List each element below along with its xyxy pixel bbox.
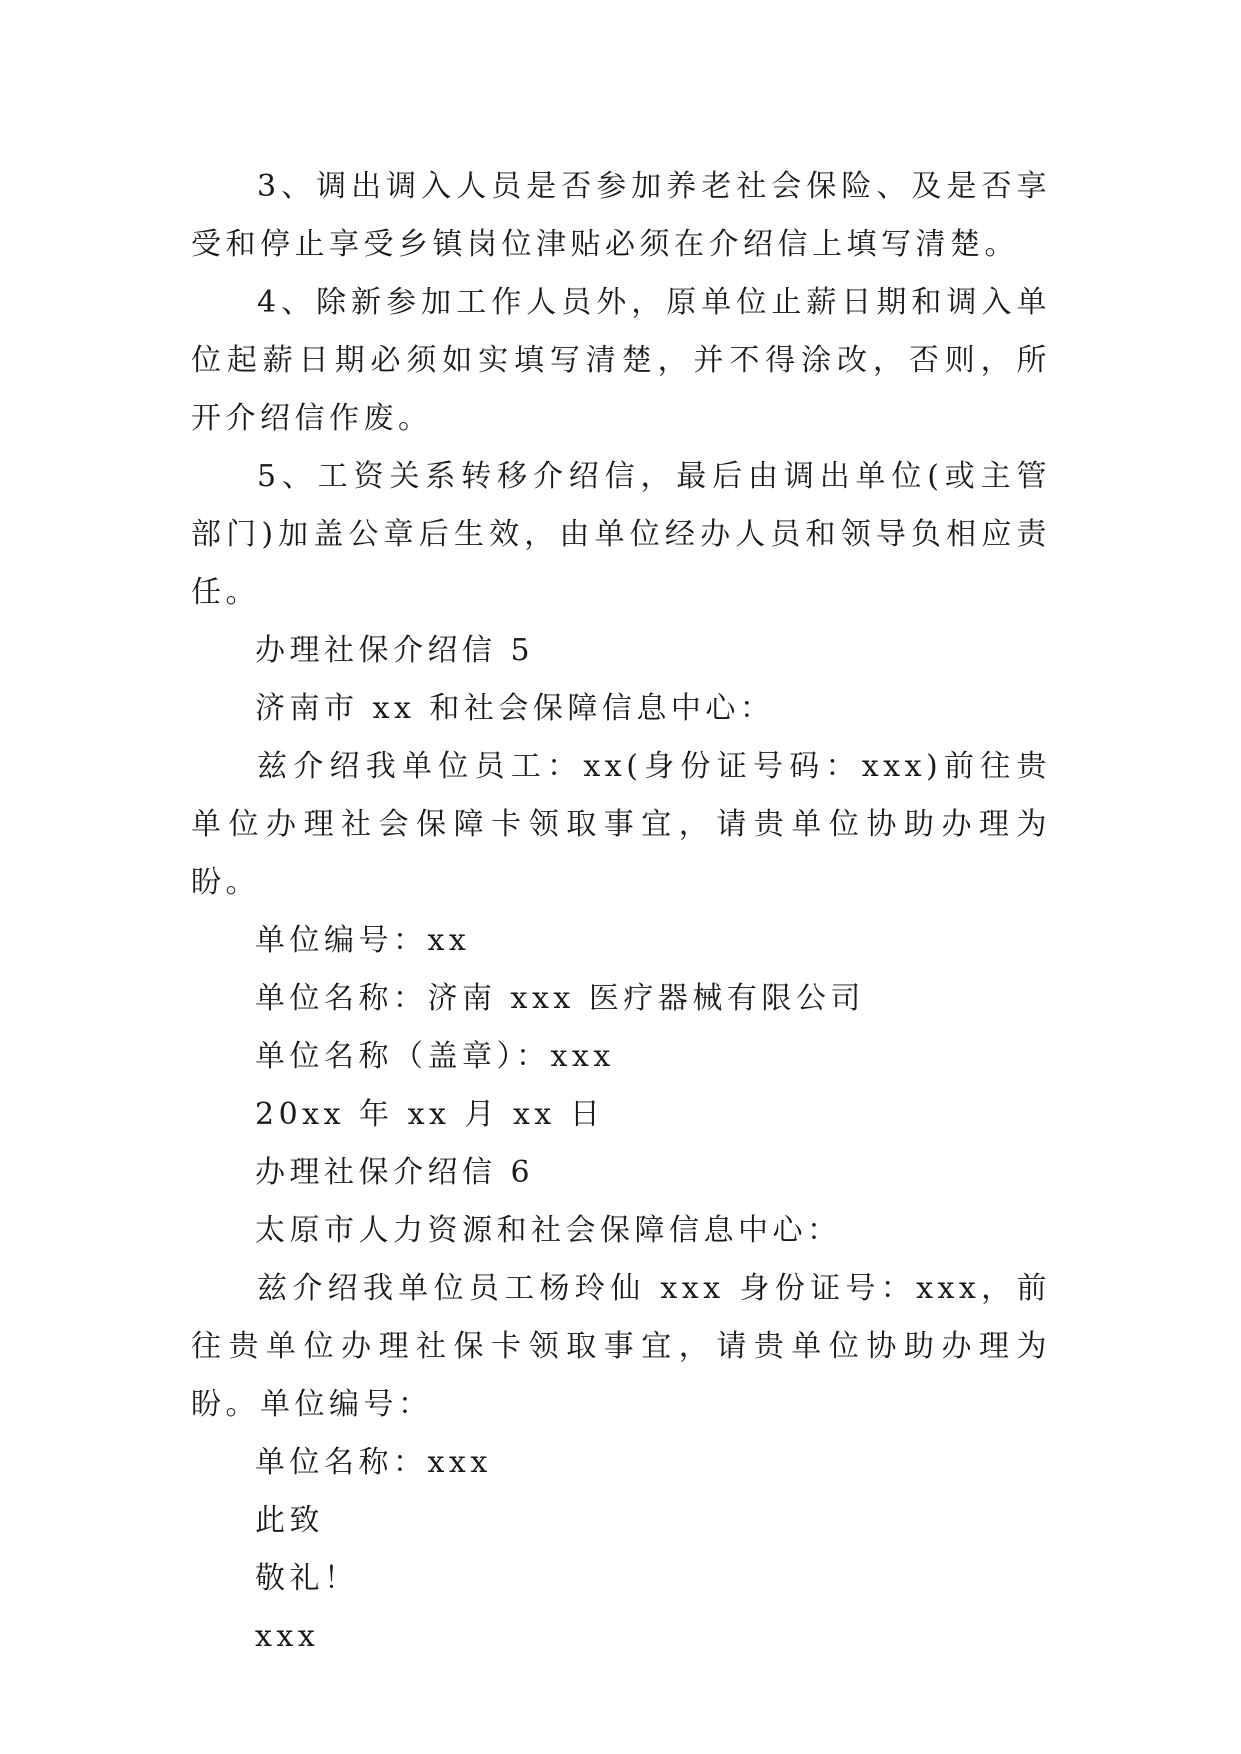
letter-5-date: 20xx 年 xx 月 xx 日 — [255, 1097, 605, 1132]
letter-6-heading: 办理社保介绍信 6 — [255, 1155, 535, 1190]
letter-5-unit-seal: 单位名称（盖章）：xxx — [255, 1039, 615, 1074]
letter-6-unit-name: 单位名称：xxx — [255, 1445, 492, 1480]
letter-6-recipient: 太原市人力资源和社会保障信息中心： — [255, 1213, 842, 1248]
letter-6-closing-2: 敬礼！ — [255, 1561, 359, 1596]
letter-6-signature: xxx — [255, 1619, 320, 1654]
letter-5-heading: 办理社保介绍信 5 — [255, 633, 535, 668]
paragraph-item-4: 4、除新参加工作人员外，原单位止薪日期和调入单位起薪日期必须如实填写清楚，并不得涂改，否则，所开介绍信作废。 — [191, 285, 1051, 436]
letter-5-recipient: 济南市 xx 和社会保障信息中心： — [255, 691, 775, 726]
letter-5-unit-name: 单位名称：济南 xxx 医疗器械有限公司 — [255, 981, 865, 1016]
document-body — [191, 158, 1051, 1666]
letter-6-closing-1: 此致 — [255, 1503, 324, 1538]
letter-6-body: 兹介绍我单位员工杨玲仙 xxx 身份证号：xxx，前往贵单位办理社保卡领取事宜，请贵单位协助办理为盼。单位编号： — [191, 1271, 1051, 1422]
letter-5-body: 兹介绍我单位员工：xx(身份证号码：xxx)前往贵单位办理社会保障卡领取事宜，请贵单位协助办理为盼。 — [191, 749, 1051, 900]
paragraph-item-3: 3、调出调入人员是否参加养老社会保险、及是否享受和停止享受乡镇岗位津贴必须在介绍信上填写清楚。 — [191, 169, 1051, 262]
letter-5-unit-number: 单位编号：xx — [255, 923, 471, 958]
paragraph-item-5: 5、工资关系转移介绍信，最后由调出单位(或主管部门)加盖公章后生效，由单位经办人员和领导负相应责任。 — [191, 459, 1051, 610]
